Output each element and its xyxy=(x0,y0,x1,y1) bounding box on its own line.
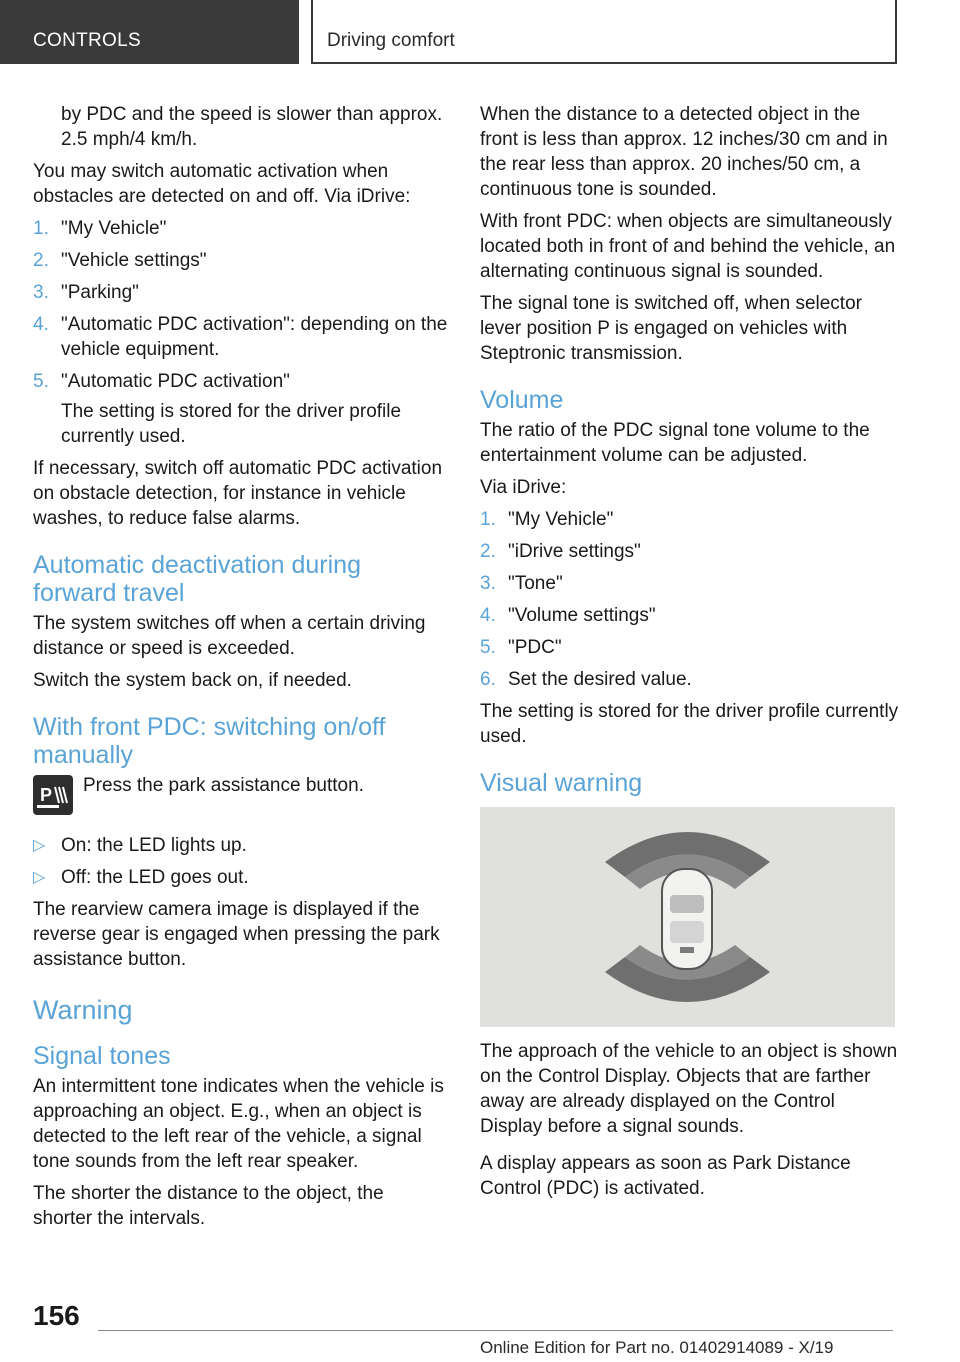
heading-warning: Warning xyxy=(33,995,133,1025)
list-item xyxy=(480,507,900,532)
list-item xyxy=(480,603,900,628)
list-item xyxy=(33,280,448,305)
stored-paragraph: The setting is stored for the driver profile currently used. xyxy=(480,701,899,747)
step-number: 4. xyxy=(33,314,49,335)
step-number: 5. xyxy=(33,371,49,392)
list-item xyxy=(480,667,900,692)
step-number: 2. xyxy=(33,250,49,271)
heading-signal-tones: Signal tones xyxy=(33,1042,171,1070)
press-instruction: Press the park assistance button. xyxy=(83,775,364,796)
deactivation-paragraph: The system switches off when a certain driving distance or speed is exceeded. xyxy=(33,613,426,659)
header-section-label: CONTROLS xyxy=(33,30,141,51)
list-item xyxy=(33,833,448,858)
heading-volume: Volume xyxy=(480,386,564,414)
step-text: "Vehicle settings" xyxy=(61,250,207,271)
step-number: 3. xyxy=(33,282,49,303)
step-text: "Automatic PDC activation" xyxy=(61,371,290,392)
interval-paragraph: The shorter the distance to the object, the shorter the intervals. xyxy=(33,1183,384,1229)
footer-divider xyxy=(98,1330,893,1331)
step-number: 2. xyxy=(480,541,496,562)
step-number: 3. xyxy=(480,573,496,594)
page-number: 156 xyxy=(33,1300,80,1331)
via-idrive-label: Via iDrive: xyxy=(480,477,567,498)
front-pdc-paragraph: With front PDC: when objects are simultaneously located both in front of and behind the vehicle, an alternating continuous signal is sounded. xyxy=(480,211,896,282)
step-subtext: The setting is stored for the driver profile currently used. xyxy=(61,401,402,447)
list-item xyxy=(33,216,448,241)
park-assistance-button-icon xyxy=(33,775,73,815)
rearview-paragraph: The rearview camera image is displayed if the reverse gear is engaged when pressing the park assistance button. xyxy=(33,899,440,970)
bullet-text: Off: the LED goes out. xyxy=(61,867,249,888)
switch-paragraph: You may switch automatic activation when obstacles are detected on and off. Via iDrive: xyxy=(33,161,411,207)
list-item xyxy=(33,865,448,890)
step-number: 6. xyxy=(480,669,496,690)
step-text: "Automatic PDC activation": depending on the vehicle equipment. xyxy=(61,314,448,360)
list-item xyxy=(33,312,448,362)
step-number: 4. xyxy=(480,605,496,626)
distance-paragraph: When the distance to a detected object in the front is less than approx. 12 inches/30 cm and in the rear less than approx. 20 inches/50 cm, a continuous tone is sounded. xyxy=(480,104,888,200)
step-text: "My Vehicle" xyxy=(61,218,167,239)
volume-steps-list xyxy=(480,507,900,692)
right-column xyxy=(480,102,900,1208)
triangle-bullet-icon: ▷ xyxy=(33,837,46,854)
left-column xyxy=(33,102,448,1238)
signal-paragraph: An intermittent tone indicates when the vehicle is approaching an object. E.g., when an object is detected to the left rear of the vehicle, a signal tone sounds from the left rear speaker. xyxy=(33,1076,444,1172)
activation-steps-list xyxy=(33,216,448,449)
led-bullet-list xyxy=(33,833,448,890)
triangle-bullet-icon: ▷ xyxy=(33,869,46,886)
heading-automatic-deactivation: Automatic deactivation during forward travel xyxy=(33,551,361,607)
switch-back-paragraph: Switch the system back on, if needed. xyxy=(33,670,352,691)
car-with-sensor-zones-image xyxy=(480,807,895,1027)
necessary-paragraph: If necessary, switch off automatic PDC activation on obstacle detection, for instance in vehicle washes, to reduce false alarms. xyxy=(33,458,443,529)
step-text: "PDC" xyxy=(508,637,562,658)
display-paragraph: A display appears as soon as Park Distance Control (PDC) is activated. xyxy=(480,1153,851,1199)
edition-note: Online Edition for Part no. 01402914089 - X/19 xyxy=(480,1338,834,1357)
list-item xyxy=(33,369,448,449)
header-chapter-tab xyxy=(311,0,897,64)
volume-paragraph: The ratio of the PDC signal tone volume to the entertainment volume can be adjusted. xyxy=(480,420,870,466)
header-section-tab xyxy=(0,0,299,64)
list-item xyxy=(480,635,900,660)
step-text: "Volume settings" xyxy=(508,605,656,626)
tone-off-paragraph: The signal tone is switched off, when selector lever position P is engaged on vehicles with Steptronic transmission. xyxy=(480,293,862,364)
list-item xyxy=(480,571,900,596)
park-assist-button-row xyxy=(33,773,448,825)
step-text: Set the desired value. xyxy=(508,669,692,690)
step-text: "My Vehicle" xyxy=(508,509,614,530)
step-text: "Tone" xyxy=(508,573,563,594)
pdc-display-illustration xyxy=(480,807,895,1027)
svg-text:P: P xyxy=(40,785,53,805)
continued-line: by PDC and the speed is slower than approx. 2.5 mph/4 km/h. xyxy=(61,104,443,150)
step-text: "iDrive settings" xyxy=(508,541,641,562)
header-chapter-label: Driving comfort xyxy=(327,30,455,51)
heading-visual-warning: Visual warning xyxy=(480,769,643,797)
step-number: 1. xyxy=(33,218,49,239)
step-number: 1. xyxy=(480,509,496,530)
step-number: 5. xyxy=(480,637,496,658)
approach-paragraph: The approach of the vehicle to an object is shown on the Control Display. Objects that are farther away are already displayed on the Control Display before a signal sounds. xyxy=(480,1041,898,1137)
step-text: "Parking" xyxy=(61,282,139,303)
heading-front-pdc: With front PDC: switching on/off manually xyxy=(33,713,386,769)
list-item xyxy=(480,539,900,564)
bullet-text: On: the LED lights up. xyxy=(61,835,247,856)
list-item xyxy=(33,248,448,273)
